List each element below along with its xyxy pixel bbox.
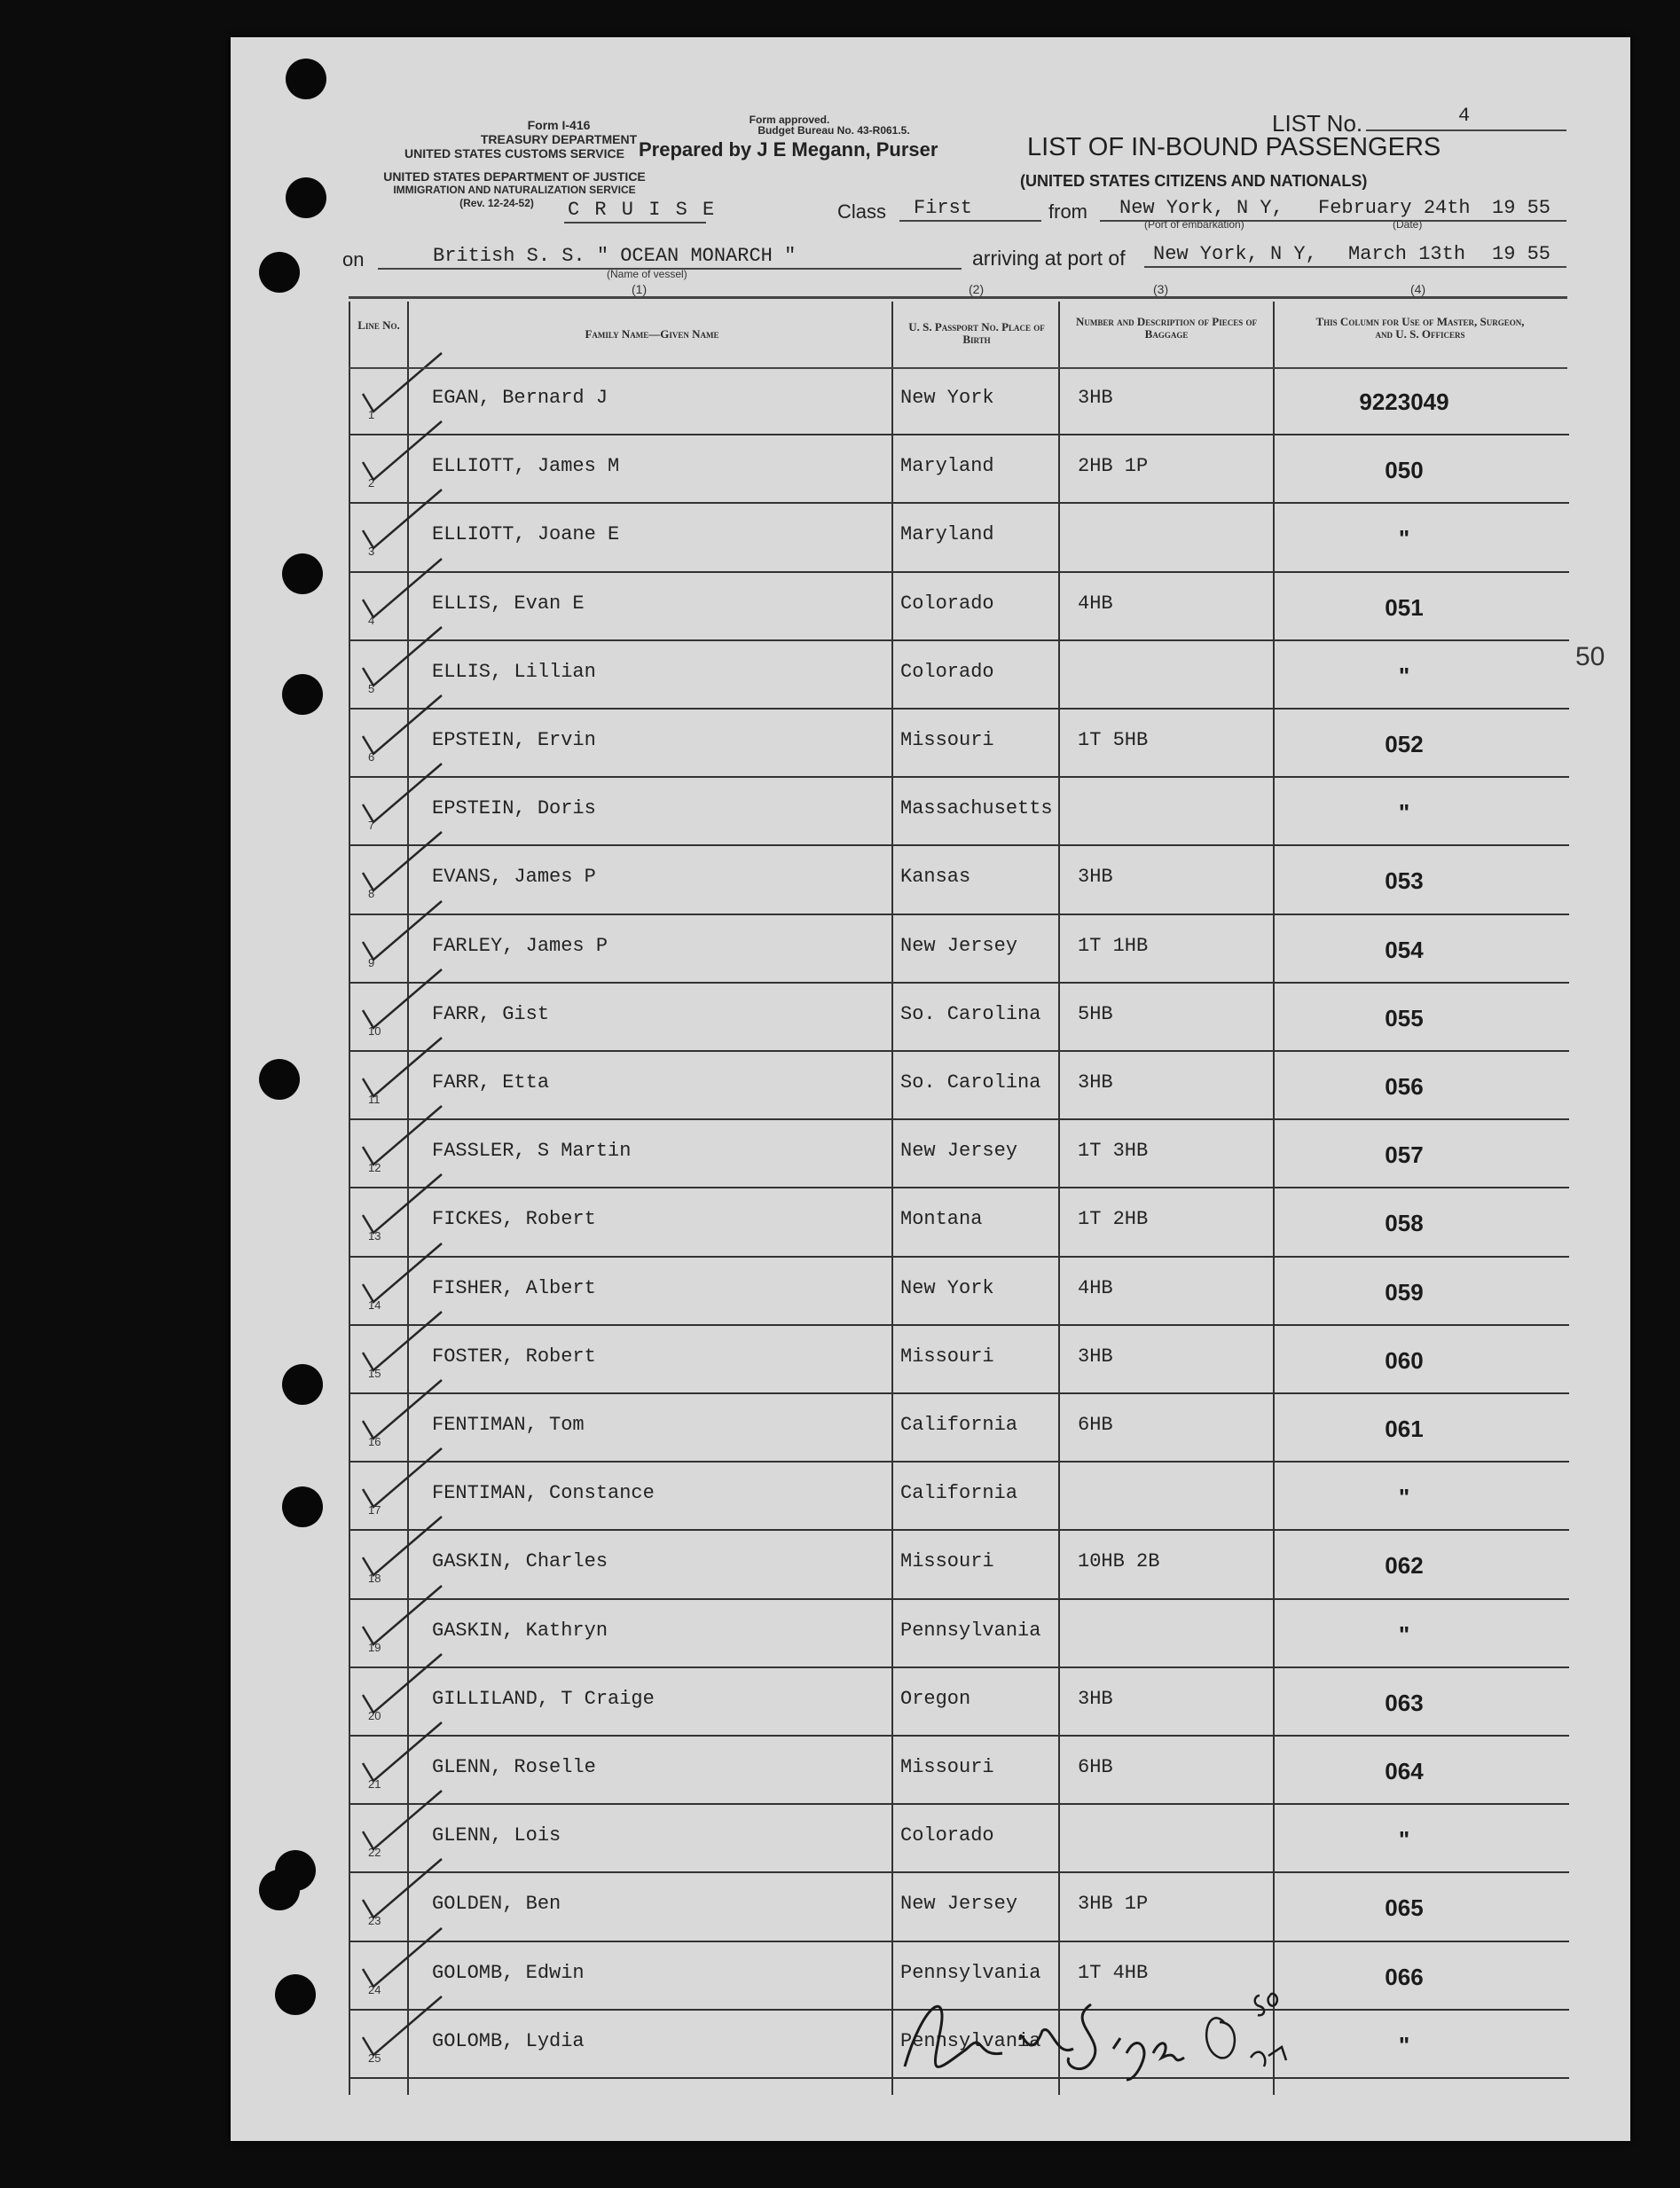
check-mark	[357, 1719, 455, 1790]
place-of-birth: Maryland	[900, 455, 994, 478]
row-rule	[350, 1803, 1569, 1805]
baggage-count: 5HB	[1078, 1002, 1113, 1025]
punch-hole	[282, 1364, 323, 1405]
check-mark	[357, 1787, 455, 1858]
class-underline	[899, 220, 1041, 222]
row-rule	[350, 1256, 1569, 1258]
baggage-count: 4HB	[1078, 592, 1113, 615]
budget-bureau: Budget Bureau No. 43-R061.5.	[758, 124, 910, 137]
vessel-name: British S. S. " OCEAN MONARCH "	[433, 245, 797, 267]
list-no-underline	[1366, 129, 1566, 131]
place-of-birth: Colorado	[900, 660, 994, 683]
passenger-name: GLENN, Lois	[432, 1824, 561, 1847]
row-rule	[350, 914, 1569, 915]
from-date: February 24th	[1318, 197, 1471, 219]
passenger-name: GILLILAND, T Craige	[432, 1687, 655, 1710]
line-number: 2	[368, 476, 375, 490]
table-top-rule	[349, 296, 1567, 299]
passenger-name: ELLIOTT, James M	[432, 455, 620, 478]
baggage-count: 1T 1HB	[1078, 934, 1149, 957]
baggage-count: 3HB	[1078, 1071, 1113, 1094]
place-of-birth: California	[900, 1482, 1018, 1505]
punch-hole	[286, 59, 326, 99]
place-of-birth: New Jersey	[900, 1893, 1018, 1916]
place-of-birth: Pennsylvania	[900, 1961, 1041, 1984]
col-num-2: (2)	[969, 282, 985, 296]
justice-dept: UNITED STATES DEPARTMENT OF JUSTICE	[383, 169, 646, 184]
place-of-birth: Missouri	[900, 1756, 994, 1778]
cruise-label: C R U I S E	[568, 199, 717, 221]
row-rule	[350, 1871, 1569, 1873]
document-title: LIST OF IN-BOUND PASSENGERS	[1027, 133, 1441, 161]
punch-hole	[286, 177, 326, 218]
header-rule	[349, 367, 1567, 369]
check-mark	[357, 1445, 455, 1516]
check-mark	[357, 1034, 455, 1105]
officer-number: 055	[1385, 1004, 1424, 1031]
passenger-name: EGAN, Bernard J	[432, 387, 608, 409]
place-of-birth: Colorado	[900, 592, 994, 615]
line-number: 18	[368, 1572, 381, 1586]
passenger-name: FENTIMAN, Tom	[432, 1414, 585, 1436]
passenger-name: GOLOMB, Edwin	[432, 1961, 585, 1984]
line-number: 25	[368, 2051, 381, 2065]
arriving-label: arriving at port of	[972, 247, 1126, 270]
officer-number: "	[1398, 525, 1410, 553]
officer-number: 064	[1385, 1758, 1424, 1784]
officer-number: 9223049	[1359, 388, 1449, 415]
date-caption: (Date)	[1393, 218, 1423, 231]
row-rule	[350, 1941, 1569, 1942]
punch-hole	[275, 1974, 316, 2015]
check-mark	[357, 1308, 455, 1379]
line-number: 14	[368, 1298, 381, 1312]
officer-number: 066	[1385, 1963, 1424, 1990]
place-of-birth: Massachusetts	[900, 797, 1053, 820]
cruise-underline	[564, 222, 706, 224]
row-rule	[350, 1118, 1569, 1120]
place-of-birth: Colorado	[900, 1824, 994, 1847]
prepared-by: Prepared by J E Megann, Purser	[639, 138, 938, 161]
customs-service: UNITED STATES CUSTOMS SERVICE	[404, 146, 624, 161]
from-port: New York, N Y,	[1119, 197, 1284, 219]
row-rule	[350, 571, 1569, 573]
row-rule	[350, 708, 1569, 710]
baggage-count: 3HB	[1078, 387, 1113, 409]
baggage-count: 1T 4HB	[1078, 1961, 1149, 1984]
row-rule	[350, 434, 1569, 435]
officer-number: 053	[1385, 867, 1424, 895]
line-number: 23	[368, 1914, 381, 1928]
line-number: 10	[368, 1023, 381, 1038]
place-of-birth: So. Carolina	[900, 1071, 1041, 1094]
check-mark	[357, 1855, 455, 1926]
row-rule	[350, 776, 1569, 778]
check-mark	[357, 1513, 455, 1584]
row-rule	[350, 1392, 1569, 1394]
form-number: Form I-416	[527, 118, 591, 132]
from-year: 19 55	[1492, 197, 1551, 219]
arrival-port: New York, N Y,	[1153, 243, 1317, 265]
baggage-count: 1T 3HB	[1078, 1140, 1149, 1163]
col-header-baggage: Number and Description of Pieces of Baggage	[1076, 315, 1257, 341]
place-of-birth: New York	[900, 1276, 994, 1299]
check-mark	[357, 1651, 455, 1721]
officer-number: "	[1398, 2031, 1410, 2059]
line-number: 12	[368, 1161, 381, 1175]
line-number: 7	[368, 819, 375, 833]
on-label: on	[342, 248, 365, 271]
class-label: Class	[837, 200, 887, 223]
place-of-birth: California	[900, 1414, 1018, 1436]
punch-hole	[259, 1870, 300, 1910]
baggage-count: 1T 2HB	[1078, 1208, 1149, 1231]
line-number: 22	[368, 1846, 381, 1860]
punch-hole	[282, 1486, 323, 1527]
col-header-line-no: Line No.	[357, 318, 400, 332]
line-number: 3	[368, 545, 375, 559]
line-number: 20	[368, 1708, 381, 1722]
place-of-birth: New York	[900, 387, 994, 409]
punch-hole	[259, 1059, 300, 1100]
baggage-count: 1T 5HB	[1078, 729, 1149, 751]
col-header-passport: U. S. Passport No. Place of Birth	[908, 320, 1045, 346]
margin-note: 50	[1575, 642, 1605, 671]
passenger-name: GOLDEN, Ben	[432, 1893, 561, 1916]
col-header-officers: This Column for Use of Master, Surgeon, and U. S. Officers	[1315, 315, 1525, 341]
row-rule	[350, 1598, 1569, 1600]
row-rule	[350, 1461, 1569, 1463]
baggage-count: 3HB	[1078, 866, 1113, 889]
col-num-1: (1)	[632, 282, 648, 296]
check-mark	[357, 692, 455, 763]
place-of-birth: Pennsylvania	[900, 1619, 1041, 1642]
line-number: 1	[368, 408, 375, 421]
place-of-birth: Missouri	[900, 729, 994, 751]
check-mark	[357, 1582, 455, 1653]
passenger-name: FICKES, Robert	[432, 1208, 596, 1231]
arrival-year: 19 55	[1492, 243, 1551, 265]
officer-number: 063	[1385, 1689, 1424, 1716]
baggage-count: 2HB 1P	[1078, 455, 1149, 478]
check-mark	[357, 486, 455, 557]
line-number: 21	[368, 1777, 381, 1791]
check-mark	[357, 1925, 455, 1996]
punch-hole	[282, 553, 323, 594]
passenger-name: FARLEY, James P	[432, 934, 608, 957]
officer-number: 059	[1385, 1278, 1424, 1306]
check-mark	[357, 966, 455, 1037]
place-of-birth: Missouri	[900, 1550, 994, 1573]
passenger-name: EPSTEIN, Ervin	[432, 729, 596, 751]
row-rule	[350, 502, 1569, 504]
check-mark	[357, 349, 455, 420]
officer-number: "	[1398, 662, 1410, 689]
arrival-date: March 13th	[1348, 243, 1466, 265]
line-number: 15	[368, 1366, 381, 1380]
check-mark	[357, 555, 455, 626]
row-rule	[350, 639, 1569, 641]
check-mark	[357, 898, 455, 969]
place-of-birth: Kansas	[900, 866, 971, 889]
check-mark	[357, 1171, 455, 1242]
arrival-underline	[1144, 266, 1566, 268]
document-subtitle: (UNITED STATES CITIZENS AND NATIONALS)	[1020, 172, 1368, 190]
check-mark	[357, 1993, 455, 2064]
from-label: from	[1048, 200, 1087, 223]
baggage-count: 3HB	[1078, 1687, 1113, 1710]
passenger-name: ELLIS, Lillian	[432, 660, 596, 683]
check-mark	[357, 828, 455, 899]
line-number: 8	[368, 887, 375, 901]
officer-number: 050	[1385, 457, 1424, 484]
check-mark	[357, 1376, 455, 1447]
line-number: 17	[368, 1503, 381, 1517]
line-number: 11	[368, 1093, 381, 1106]
row-rule	[350, 1666, 1569, 1668]
col-num-4: (4)	[1410, 282, 1426, 296]
officer-number: 062	[1385, 1552, 1424, 1580]
punch-hole	[259, 252, 300, 293]
check-mark	[357, 623, 455, 694]
line-number: 6	[368, 750, 375, 764]
purser-signature	[887, 1969, 1331, 2084]
row-rule	[350, 1050, 1569, 1052]
place-of-birth: New Jersey	[900, 934, 1018, 957]
officer-number: 058	[1385, 1210, 1424, 1237]
row-rule	[350, 1324, 1569, 1326]
officer-number: "	[1398, 799, 1410, 827]
form-approved: Form approved.	[749, 114, 830, 126]
revision-date: (Rev. 12-24-52)	[459, 197, 534, 209]
officer-number: 061	[1385, 1416, 1424, 1442]
officer-number: 065	[1385, 1894, 1424, 1922]
passenger-name: ELLIOTT, Joane E	[432, 523, 620, 546]
place-of-birth: Missouri	[900, 1345, 994, 1368]
baggage-count: 10HB 2B	[1078, 1550, 1160, 1573]
officer-number: 052	[1385, 731, 1424, 757]
line-number: 24	[368, 1982, 381, 1996]
row-rule	[350, 982, 1569, 984]
baggage-count: 6HB	[1078, 1414, 1113, 1436]
class-value: First	[914, 197, 973, 219]
passenger-name: FOSTER, Robert	[432, 1345, 596, 1368]
passenger-name: FARR, Gist	[432, 1002, 550, 1025]
row-rule	[350, 844, 1569, 846]
row-rule	[350, 1187, 1569, 1188]
baggage-count: 4HB	[1078, 1276, 1113, 1299]
officer-number: 054	[1385, 936, 1424, 963]
place-of-birth: So. Carolina	[900, 1002, 1041, 1025]
list-no-value: 4	[1458, 105, 1471, 127]
passenger-name: GLENN, Roselle	[432, 1756, 596, 1778]
officer-number: 056	[1385, 1073, 1424, 1100]
passenger-name: EVANS, James P	[432, 866, 596, 889]
officer-number: "	[1398, 1620, 1410, 1648]
baggage-count: 3HB	[1078, 1345, 1113, 1368]
treasury-dept: TREASURY DEPARTMENT	[480, 132, 638, 146]
punch-hole	[282, 674, 323, 715]
officer-number: "	[1398, 1826, 1410, 1854]
vessel-caption: (Name of vessel)	[607, 268, 687, 280]
line-number: 9	[368, 955, 375, 969]
passenger-name: GASKIN, Kathryn	[432, 1619, 608, 1642]
passenger-name: GOLOMB, Lydia	[432, 2029, 585, 2052]
line-number: 4	[368, 613, 375, 627]
place-of-birth: Pennsylvania	[900, 2029, 1041, 2052]
check-mark	[357, 418, 455, 489]
officer-number: 057	[1385, 1141, 1424, 1169]
col-num-3: (3)	[1153, 282, 1169, 296]
baggage-count: 6HB	[1078, 1756, 1113, 1778]
passenger-name: FASSLER, S Martin	[432, 1140, 632, 1163]
ins-service: IMMIGRATION AND NATURALIZATION SERVICE	[393, 184, 636, 196]
place-of-birth: Oregon	[900, 1687, 971, 1710]
passenger-name: EPSTEIN, Doris	[432, 797, 596, 820]
passenger-name: FENTIMAN, Constance	[432, 1482, 655, 1505]
passenger-table	[349, 302, 1569, 2095]
row-rule	[350, 1529, 1569, 1531]
passenger-name: ELLIS, Evan E	[432, 592, 585, 615]
officer-number: 051	[1385, 593, 1424, 621]
line-number: 19	[368, 1640, 381, 1654]
baggage-count: 3HB 1P	[1078, 1893, 1149, 1916]
place-of-birth: New Jersey	[900, 1140, 1018, 1163]
place-of-birth: Montana	[900, 1208, 983, 1231]
line-number: 5	[368, 681, 375, 695]
row-rule	[350, 1735, 1569, 1737]
officer-number: "	[1398, 1484, 1410, 1511]
list-no-label: LIST No.	[1272, 110, 1363, 137]
check-mark	[357, 760, 455, 831]
line-number: 16	[368, 1435, 381, 1448]
passenger-name: FISHER, Albert	[432, 1276, 596, 1299]
col-header-name: Family Name—Given Name	[585, 327, 719, 341]
check-mark	[357, 1102, 455, 1173]
line-number: 13	[368, 1229, 381, 1243]
officer-number: 060	[1385, 1346, 1424, 1374]
passenger-name: GASKIN, Charles	[432, 1550, 608, 1573]
check-mark	[357, 1240, 455, 1311]
place-of-birth: Maryland	[900, 523, 994, 546]
passenger-name: FARR, Etta	[432, 1071, 550, 1094]
port-caption: (Port of embarkation)	[1144, 218, 1244, 231]
